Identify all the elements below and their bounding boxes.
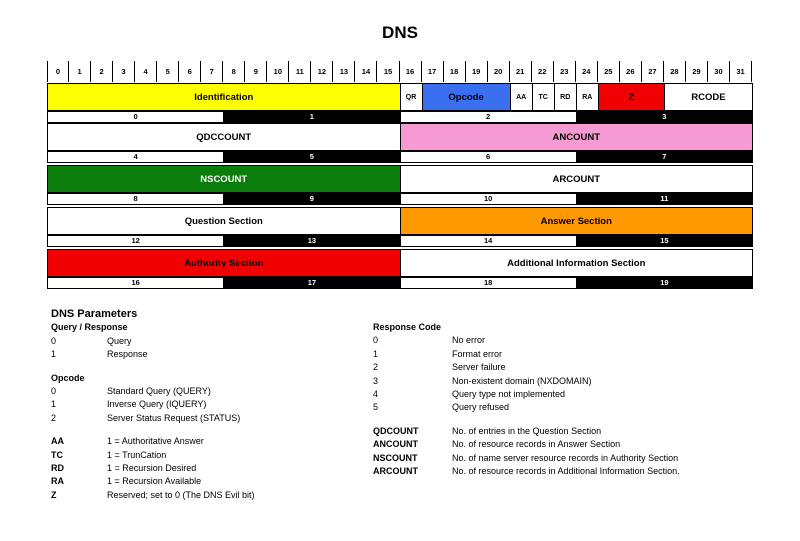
bit-number: 14 [355, 61, 377, 82]
bit-number: 7 [201, 61, 223, 82]
bit-number: 19 [466, 61, 488, 82]
param-row [373, 375, 592, 388]
param-key: 4 [373, 388, 379, 399]
field-qr: QR [400, 83, 423, 111]
param-row [373, 465, 680, 478]
field-question-section: Question Section [47, 207, 401, 235]
query-response-list [51, 335, 148, 362]
byte-index: 1 [223, 111, 400, 123]
param-row [51, 348, 148, 361]
byte-index: 6 [400, 151, 577, 163]
flag-list [51, 435, 255, 502]
bit-number: 23 [554, 61, 576, 82]
param-value: No. of entries in the Question Section [452, 425, 602, 436]
response-code-title: Response Code [373, 322, 442, 332]
param-key: 1 [373, 348, 379, 359]
param-key: ANCOUNT [373, 439, 418, 450]
bit-ruler [47, 61, 752, 82]
param-key: 0 [373, 335, 379, 346]
param-row [373, 334, 486, 347]
param-value: Server failure [452, 362, 506, 373]
params-left [51, 308, 255, 502]
bit-number: 31 [730, 61, 752, 82]
param-value: 1 = Recursion Available [107, 476, 202, 487]
field-z: Z [598, 83, 665, 111]
bit-number: 11 [289, 61, 311, 82]
bit-number: 16 [400, 61, 422, 82]
param-key: 5 [373, 402, 379, 413]
field-answer-section: Answer Section [400, 207, 754, 235]
bit-number: 9 [245, 61, 267, 82]
field-aa: AA [510, 83, 533, 111]
bit-number: 24 [576, 61, 598, 82]
param-row [373, 452, 679, 465]
field-opcode: Opcode [422, 83, 511, 111]
param-value: No. of resource records in Additional Information Section. [452, 465, 680, 476]
param-row [373, 401, 510, 414]
param-key: 1 [51, 399, 57, 410]
bit-number: 10 [267, 61, 289, 82]
param-key: 1 [51, 349, 57, 360]
param-key: 3 [373, 375, 379, 386]
param-value: Query [107, 335, 132, 346]
byte-index: 16 [47, 277, 224, 289]
field-ancount: ANCOUNT [400, 123, 754, 151]
param-value: Query type not implemented [452, 388, 566, 399]
param-row [373, 388, 566, 401]
byte-index: 18 [400, 277, 577, 289]
param-value: 1 = TrunCation [107, 449, 167, 460]
header-row [47, 83, 752, 111]
params-right [373, 321, 680, 478]
bit-number: 6 [179, 61, 201, 82]
byte-index-row [47, 193, 752, 205]
param-key: ARCOUNT [373, 465, 418, 476]
field-authority-section: Authority Section [47, 249, 401, 277]
bit-number: 29 [686, 61, 708, 82]
bit-number: 3 [113, 61, 135, 82]
bit-number: 22 [532, 61, 554, 82]
param-row [51, 335, 137, 348]
param-row [51, 475, 202, 488]
bit-number: 18 [444, 61, 466, 82]
header-row [47, 123, 752, 151]
header-row [47, 249, 752, 277]
bit-number: 8 [223, 61, 245, 82]
param-value: Non-existent domain (NXDOMAIN) [452, 375, 592, 386]
bit-number: 21 [510, 61, 532, 82]
param-row [51, 435, 204, 448]
bit-number: 12 [311, 61, 333, 82]
param-row [373, 438, 621, 451]
opcode-list [51, 385, 241, 425]
param-key: 0 [51, 335, 57, 346]
byte-index: 4 [47, 151, 224, 163]
param-row [51, 412, 241, 425]
param-row [51, 385, 211, 398]
opcode-title: Opcode [51, 372, 85, 383]
bit-number: 0 [47, 61, 69, 82]
byte-index: 8 [47, 193, 224, 205]
param-key: TC [51, 449, 63, 460]
param-row [373, 348, 503, 361]
response-code-list [373, 334, 592, 414]
param-key: AA [51, 436, 64, 447]
count-list [373, 425, 680, 479]
byte-index: 5 [223, 151, 400, 163]
header-row [47, 165, 752, 193]
byte-index-row [47, 151, 752, 163]
byte-index: 7 [576, 151, 753, 163]
field-additional-information-section: Additional Information Section [400, 249, 754, 277]
param-row [373, 425, 602, 438]
bit-number: 1 [69, 61, 91, 82]
byte-index: 19 [576, 277, 753, 289]
query-response-title: Query / Response [51, 322, 128, 333]
param-key: RA [51, 476, 64, 487]
field-rd: RD [554, 83, 577, 111]
bit-number: 5 [157, 61, 179, 82]
param-key: Z [51, 489, 57, 500]
param-key: 2 [51, 412, 57, 423]
param-value: 1 = Recursion Desired [107, 462, 197, 473]
params-heading: DNS Parameters [51, 308, 138, 320]
byte-index: 9 [223, 193, 400, 205]
field-qdccount: QDCCOUNT [47, 123, 401, 151]
param-row [373, 361, 506, 374]
byte-index: 13 [223, 235, 400, 247]
bit-number: 30 [708, 61, 730, 82]
param-key: RD [51, 462, 64, 473]
bit-number: 25 [598, 61, 620, 82]
field-ra: RA [576, 83, 599, 111]
bit-number: 26 [620, 61, 642, 82]
byte-index-row [47, 235, 752, 247]
header-row [47, 207, 752, 235]
bit-number: 28 [664, 61, 686, 82]
param-key: 0 [51, 386, 57, 396]
bit-number: 13 [333, 61, 355, 82]
byte-index: 11 [576, 193, 753, 205]
byte-index: 10 [400, 193, 577, 205]
param-value: Reserved; set to 0 (The DNS Evil bit) [107, 489, 255, 500]
bit-number: 4 [135, 61, 157, 82]
field-identification: Identification [47, 83, 401, 111]
bit-number: 27 [642, 61, 664, 82]
param-value: No error [452, 335, 486, 346]
param-row [51, 489, 255, 502]
byte-index: 3 [576, 111, 753, 123]
bit-number: 15 [377, 61, 399, 82]
param-value: Server Status Request (STATUS) [107, 412, 241, 423]
param-row [51, 462, 197, 475]
param-value: Standard Query (QUERY) [107, 386, 211, 396]
param-value: No. of resource records in Answer Section [452, 439, 621, 450]
param-row [51, 398, 207, 411]
field-tc: TC [532, 83, 555, 111]
param-value: Response [107, 349, 148, 360]
byte-index: 2 [400, 111, 577, 123]
byte-index-row [47, 111, 752, 123]
param-value: 1 = Authoritative Answer [107, 436, 204, 447]
byte-index: 12 [47, 235, 224, 247]
param-key: QDCOUNT [373, 425, 419, 436]
field-nscount: NSCOUNT [47, 165, 401, 193]
bit-number: 20 [488, 61, 510, 82]
param-row [51, 449, 167, 462]
byte-index: 15 [576, 235, 753, 247]
param-value: Inverse Query (IQUERY) [107, 399, 207, 410]
param-key: NSCOUNT [373, 452, 418, 463]
diagram-title: DNS [382, 23, 418, 42]
field-rcode: RCODE [664, 83, 753, 111]
bit-number: 2 [91, 61, 113, 82]
byte-index: 17 [223, 277, 400, 289]
byte-index: 14 [400, 235, 577, 247]
field-arcount: ARCOUNT [400, 165, 754, 193]
bit-number: 17 [422, 61, 444, 82]
byte-index-row [47, 277, 752, 289]
param-key: 2 [373, 362, 379, 373]
param-value: Query refused [452, 402, 510, 413]
param-value: No. of name server resource records in Authority Section [452, 452, 679, 463]
byte-index: 0 [47, 111, 224, 123]
param-value: Format error [452, 348, 503, 359]
